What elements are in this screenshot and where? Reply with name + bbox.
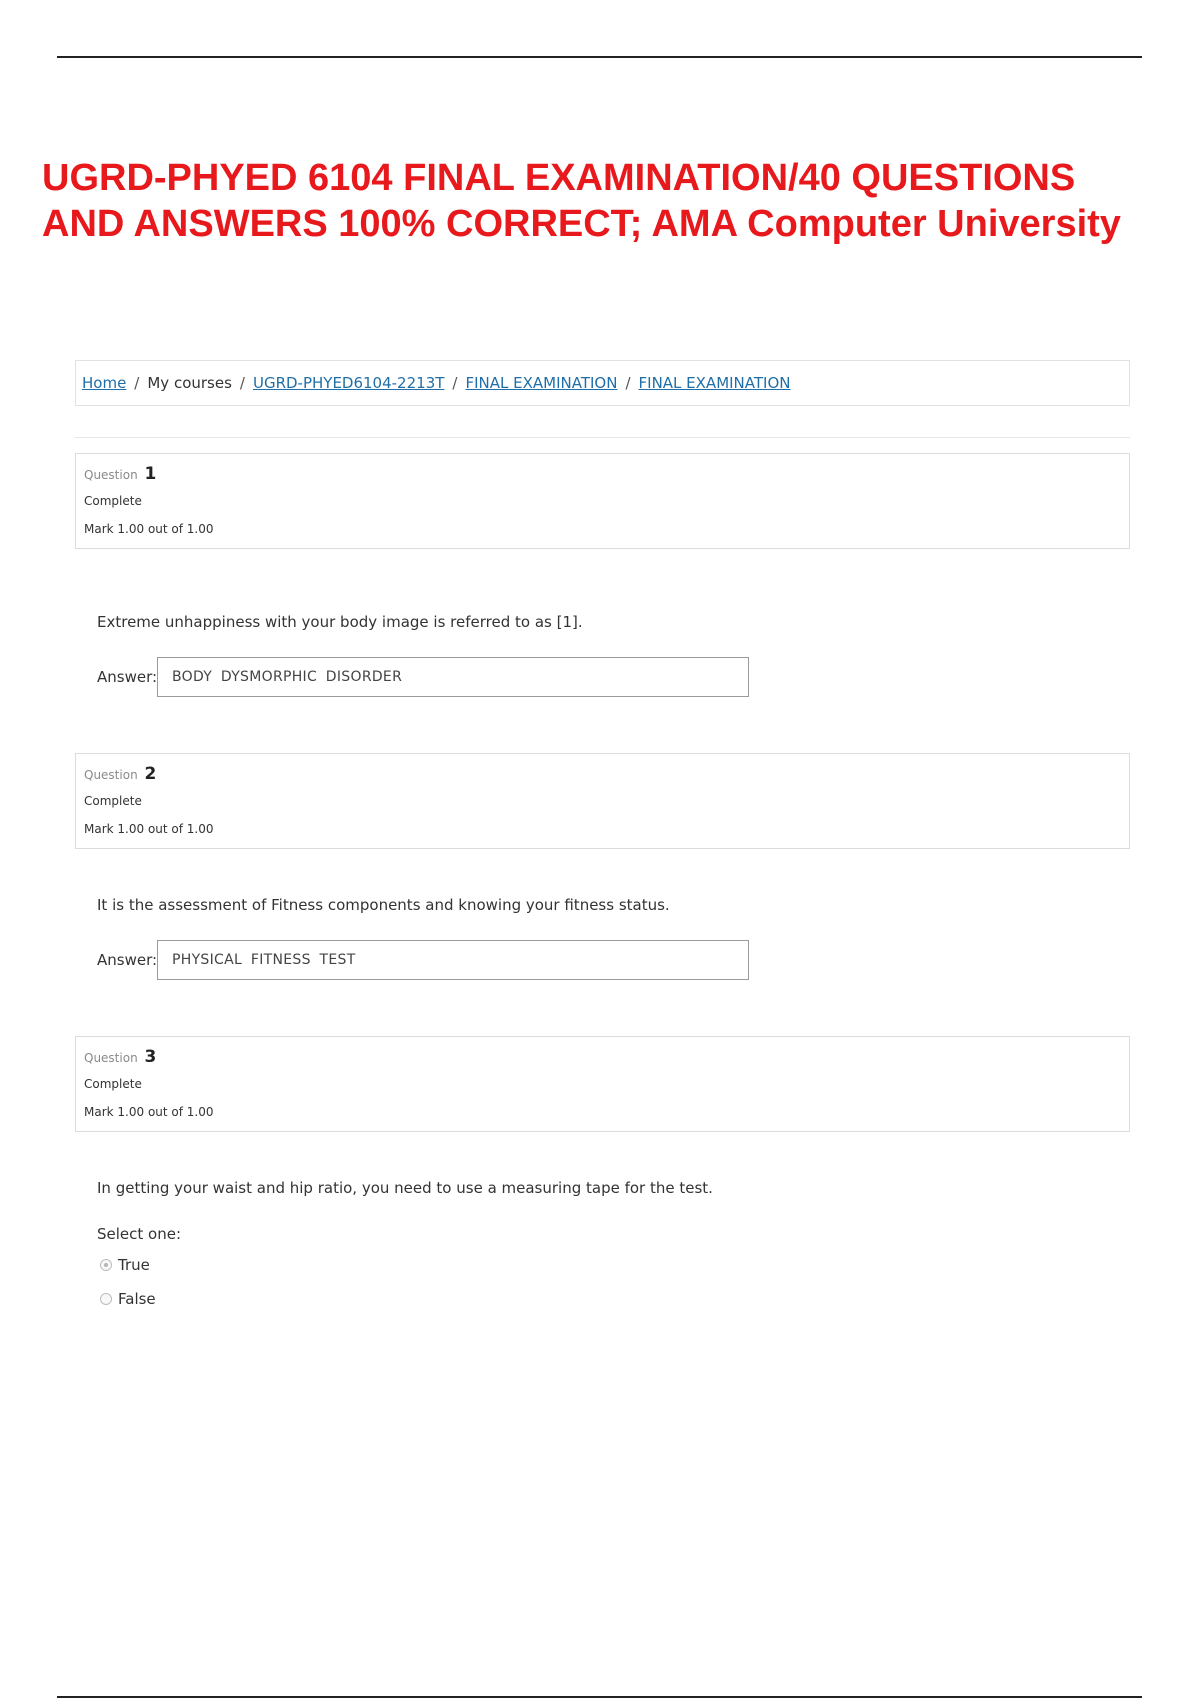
section-divider [75, 437, 1130, 438]
answer-label: Answer: [97, 668, 158, 686]
answer-input[interactable]: PHYSICAL FITNESS TEST [157, 940, 749, 980]
breadcrumb-separator: / [625, 374, 631, 392]
question-grade: Mark 1.00 out of 1.00 [84, 1105, 214, 1119]
question-1-text: Extreme unhappiness with your body image is referred to as [1]. [97, 613, 583, 631]
breadcrumb [75, 360, 1130, 406]
question-label: Question [84, 768, 138, 782]
radio-checked-icon[interactable] [100, 1259, 112, 1271]
question-label: Question [84, 468, 138, 482]
question-number-value: 1 [144, 464, 157, 484]
question-state: Complete [84, 1077, 142, 1091]
breadcrumb-exam[interactable]: FINAL EXAMINATION [638, 374, 791, 392]
question-grade: Mark 1.00 out of 1.00 [84, 822, 214, 836]
option-label: False [118, 1290, 156, 1308]
question-1-answer-row [97, 657, 749, 697]
question-state: Complete [84, 794, 142, 808]
question-number [84, 464, 156, 484]
breadcrumb-my-courses: My courses [147, 374, 232, 392]
select-one-label: Select one: [97, 1225, 182, 1243]
document-title: UGRD-PHYED 6104 FINAL EXAMINATION/40 QUESTIONS AND ANSWERS 100% CORRECT; AMA Computer University [42, 157, 1121, 245]
question-2-info [75, 753, 1130, 849]
question-number-value: 3 [144, 1047, 157, 1067]
breadcrumb-exam-section[interactable]: FINAL EXAMINATION [465, 374, 618, 392]
top-rule [57, 56, 1142, 58]
question-number [84, 764, 156, 784]
answer-label: Answer: [97, 951, 158, 969]
bottom-rule [57, 1696, 1142, 1698]
breadcrumb-home[interactable]: Home [82, 374, 127, 392]
radio-unchecked-icon[interactable] [100, 1293, 112, 1305]
question-grade: Mark 1.00 out of 1.00 [84, 522, 214, 536]
question-2-answer-row [97, 940, 749, 980]
breadcrumb-separator: / [452, 374, 458, 392]
question-number-value: 2 [144, 764, 157, 784]
option-false[interactable] [100, 1290, 156, 1308]
question-label: Question [84, 1051, 138, 1065]
breadcrumb-separator: / [239, 374, 245, 392]
question-state: Complete [84, 494, 142, 508]
question-2-text: It is the assessment of Fitness components and knowing your fitness status. [97, 896, 670, 914]
option-label: True [118, 1256, 150, 1274]
question-3-info [75, 1036, 1130, 1132]
option-true[interactable] [100, 1256, 150, 1274]
breadcrumb-course[interactable]: UGRD-PHYED6104-2213T [252, 374, 445, 392]
question-3-text: In getting your waist and hip ratio, you need to use a measuring tape for the test. [97, 1179, 713, 1197]
question-number [84, 1047, 156, 1067]
answer-input[interactable]: BODY DYSMORPHIC DISORDER [157, 657, 749, 697]
question-1-info [75, 453, 1130, 549]
breadcrumb-separator: / [134, 374, 140, 392]
